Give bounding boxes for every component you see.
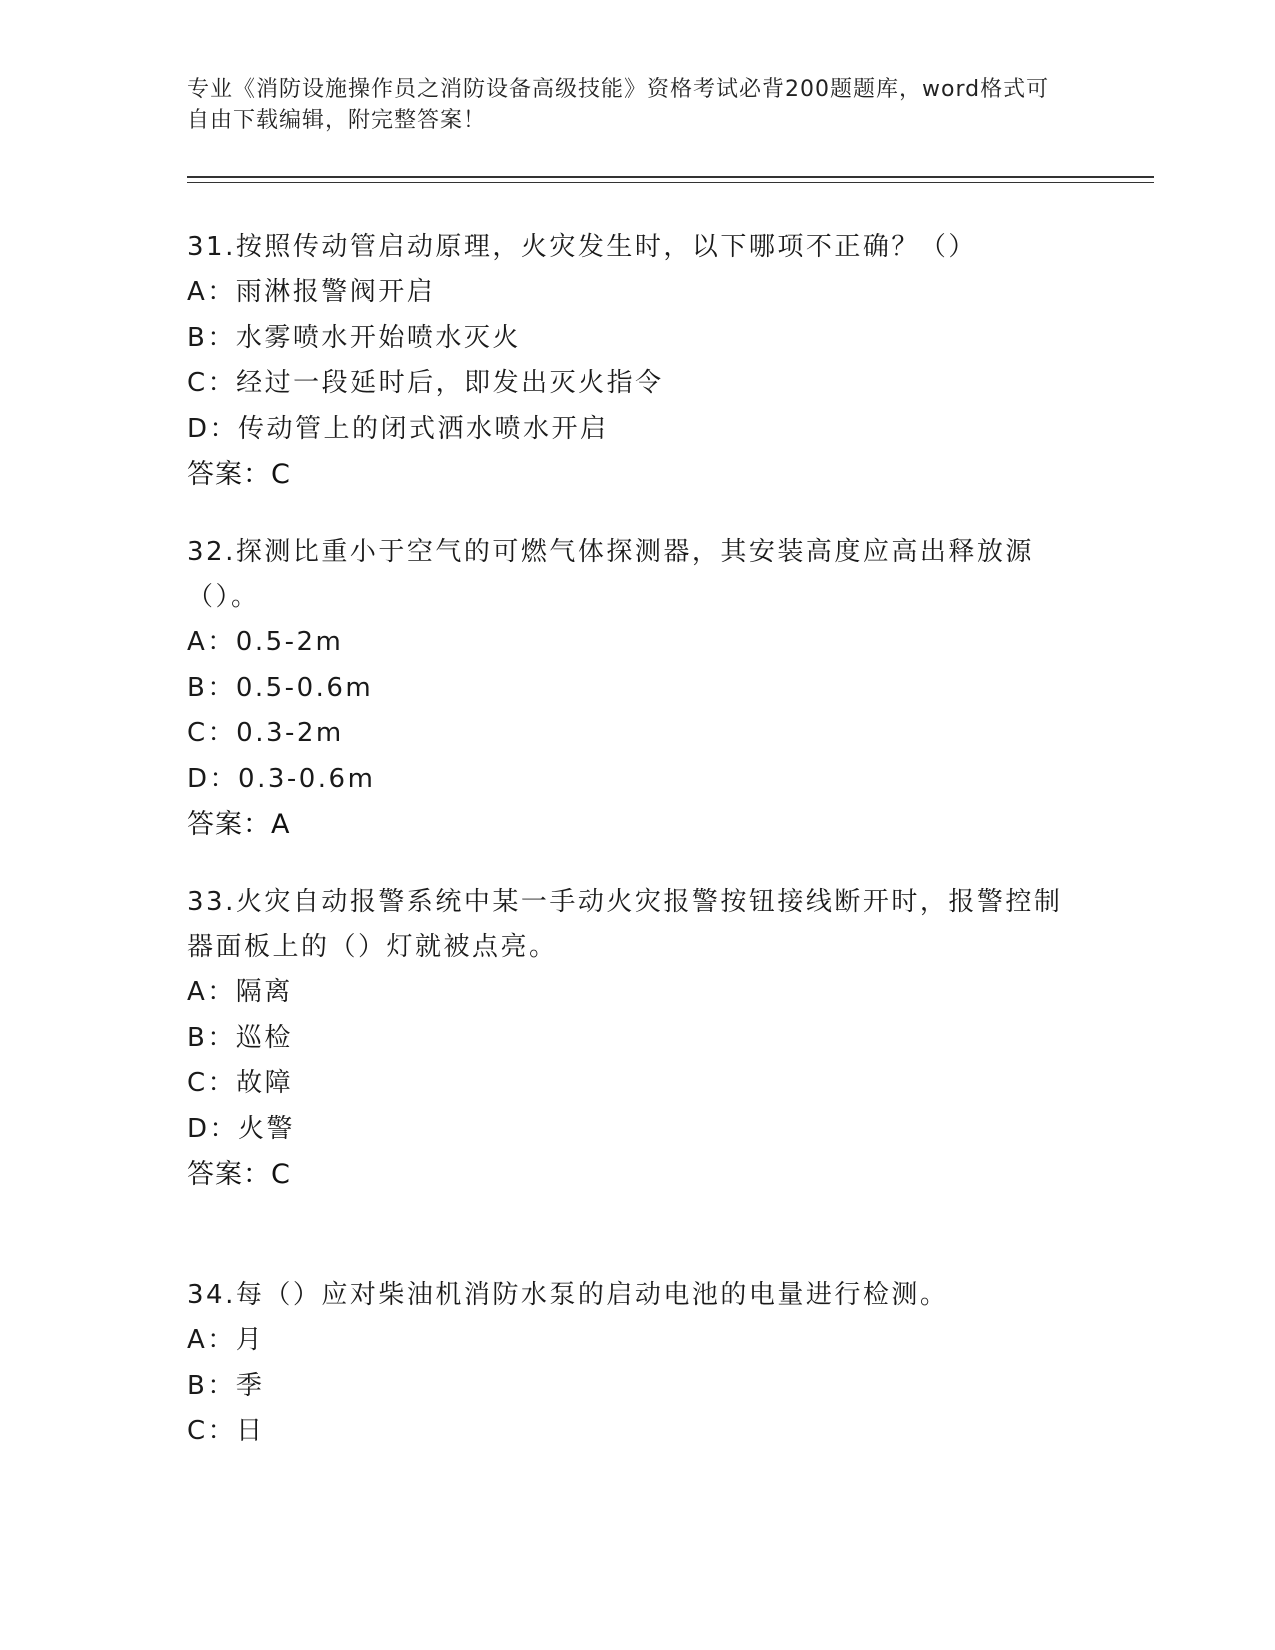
- option-c: C：故障: [187, 1068, 294, 1098]
- question-32: [187, 530, 1067, 848]
- question-text: 34.每（）应对柴油机消防水泵的启动电池的电量进行检测。: [187, 1280, 949, 1310]
- option-a: A：0.5-2m: [187, 627, 344, 657]
- header-divider-thin: [187, 182, 1154, 183]
- option-b: B：季: [187, 1370, 265, 1401]
- option-d: D：传动管上的闭式洒水喷水开启: [187, 413, 609, 444]
- option-d: D：0.3-0.6m: [187, 763, 376, 794]
- answer-line: 答案：C: [187, 1159, 291, 1190]
- option-a: A：月: [187, 1325, 265, 1355]
- option-c: C：日: [187, 1416, 265, 1446]
- option-a: A：雨淋报警阀开启: [187, 277, 436, 307]
- option-c: C：经过一段延时后，即发出灭火指令: [187, 368, 664, 398]
- answer-line: 答案：C: [187, 459, 291, 490]
- question-text: 31.按照传动管启动原理，火灾发生时，以下哪项不正确？（）: [187, 232, 977, 262]
- question-text: 32.探测比重小于空气的可燃气体探测器，其安装高度应高出释放源（）。: [187, 537, 1034, 612]
- option-a: A：隔离: [187, 977, 293, 1007]
- option-c: C：0.3-2m: [187, 718, 344, 748]
- option-d: D：火警: [187, 1113, 296, 1144]
- question-31: [187, 225, 1087, 498]
- option-b: B：0.5-0.6m: [187, 672, 374, 703]
- option-b: B：巡检: [187, 1022, 293, 1053]
- question-33: [187, 880, 1067, 1198]
- option-b: B：水雾喷水开始喷水灭火: [187, 322, 521, 353]
- document-header: 专业《消防设施操作员之消防设备高级技能》资格考试必背200题题库，word格式可自由下载编辑，附完整答案！: [187, 77, 1050, 133]
- answer-line: 答案：A: [187, 809, 291, 840]
- question-text: 33.火灾自动报警系统中某一手动火灾报警按钮接线断开时，报警控制器面板上的（）灯就被点亮。: [187, 887, 1063, 962]
- header-divider-thick: [187, 176, 1154, 178]
- question-34: [187, 1273, 1087, 1455]
